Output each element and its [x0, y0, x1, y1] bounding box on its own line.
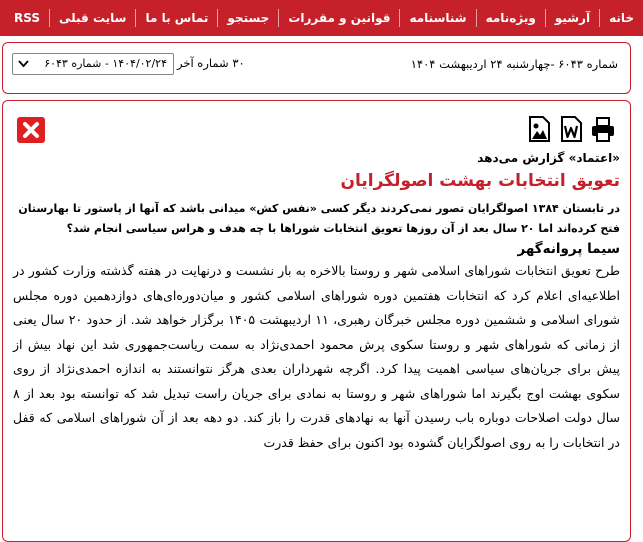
last-issues-label: ۳۰ شماره آخر	[177, 56, 245, 70]
close-icon	[17, 117, 45, 143]
top-nav	[0, 0, 643, 36]
article-panel	[2, 100, 631, 542]
nav-about[interactable]: شناسنامه	[399, 9, 475, 27]
nav-rules[interactable]: قوانین و مقررات	[278, 9, 399, 27]
article-content	[13, 151, 620, 455]
article-tools	[526, 115, 616, 143]
article-body: طرح تعویق انتخابات شوراهای اسلامی شهر و روستا بالاخره به بار نشست و درنهایت در هفته گذشته وزارت کشور در اطلاعیه‌ای اعلام کرد که انتخابات هفتمین دوره شوراهای اسلامی کشور و میان‌دوره‌ای‌های دوازدهمین دوره مجلس شورای اسلامی و ششمین دوره مجلس خبرگان رهبری، ۱۱ اردیبهشت ۱۴۰۵ برگزار خواهد شد. از حدود ۲۰ سال یعنی از زمانی که شوراهای شهر و روستا سکوی پرش محمود احمدی‌نژاد به سمت ریاست‌جمهوری شد این نهاد بیش از پیش برای جریان‌های سیاسی اهمیت پیدا کرد. اگرچه شهرداران بعدی هرگز نتوانستند به اندازه احمدی‌نژاد از روی سکوی بهشت اوج بگیرند اما شوراهای شهر و روستا به نمادی برای جریان راست تبدیل شد که توانسته بود بعد از ۸ سال دولت اصلاحات دوباره باب رسیدن آنها به نهادهای قدرت را باز کند. دو دهه بعد از آن شوراهای اسلامی که قفل در انتخابات را به روی اصولگرایان گشوده بود اکنون برای حفظ قدرت	[13, 263, 621, 450]
nav-special-issue[interactable]: ویژه‌نامه	[476, 9, 545, 27]
word-icon[interactable]	[558, 115, 584, 143]
nav-contact[interactable]: تماس با ما	[135, 9, 217, 27]
close-button[interactable]	[17, 117, 45, 143]
nav-home[interactable]: خانه	[599, 9, 643, 27]
nav-old-site[interactable]: سایت قبلی	[49, 9, 136, 27]
issue-info: شماره ۶۰۴۳ -چهارشنبه ۲۴ اردیبهشت ۱۴۰۴	[410, 57, 618, 71]
print-icon[interactable]	[590, 115, 616, 143]
selected-issue: ۱۴۰۴/۰۲/۲۴ - شماره ۶۰۴۳	[44, 57, 167, 70]
issue-bar	[2, 42, 631, 94]
nav-rss[interactable]: RSS	[13, 11, 40, 25]
image-icon[interactable]	[526, 115, 552, 143]
article-author: سیما پروانه‌گهر	[517, 241, 620, 257]
nav-search[interactable]: جستجو	[217, 9, 278, 27]
issue-select[interactable]	[12, 53, 174, 75]
article-lead: در تابستان ۱۳۸۴ اصولگرایان تصور نمی‌کردند دیگر کسی «نفس کش» میدانی باشد که آنها از پاستور تا بهارستان فتح کرده‌اند اما ۲۰ سال بعد از آن روزها تعویق انتخابات شوراها با چه هدف و هراس سیاسی انجام شد؟	[18, 202, 620, 235]
chevron-down-icon	[18, 60, 29, 68]
article-title: تعویق انتخابات بهشت اصولگرایان	[340, 171, 620, 191]
nav-archive[interactable]: آرشیو	[545, 9, 599, 27]
article-kicker: «اعتماد» گزارش می‌دهد	[477, 151, 620, 165]
